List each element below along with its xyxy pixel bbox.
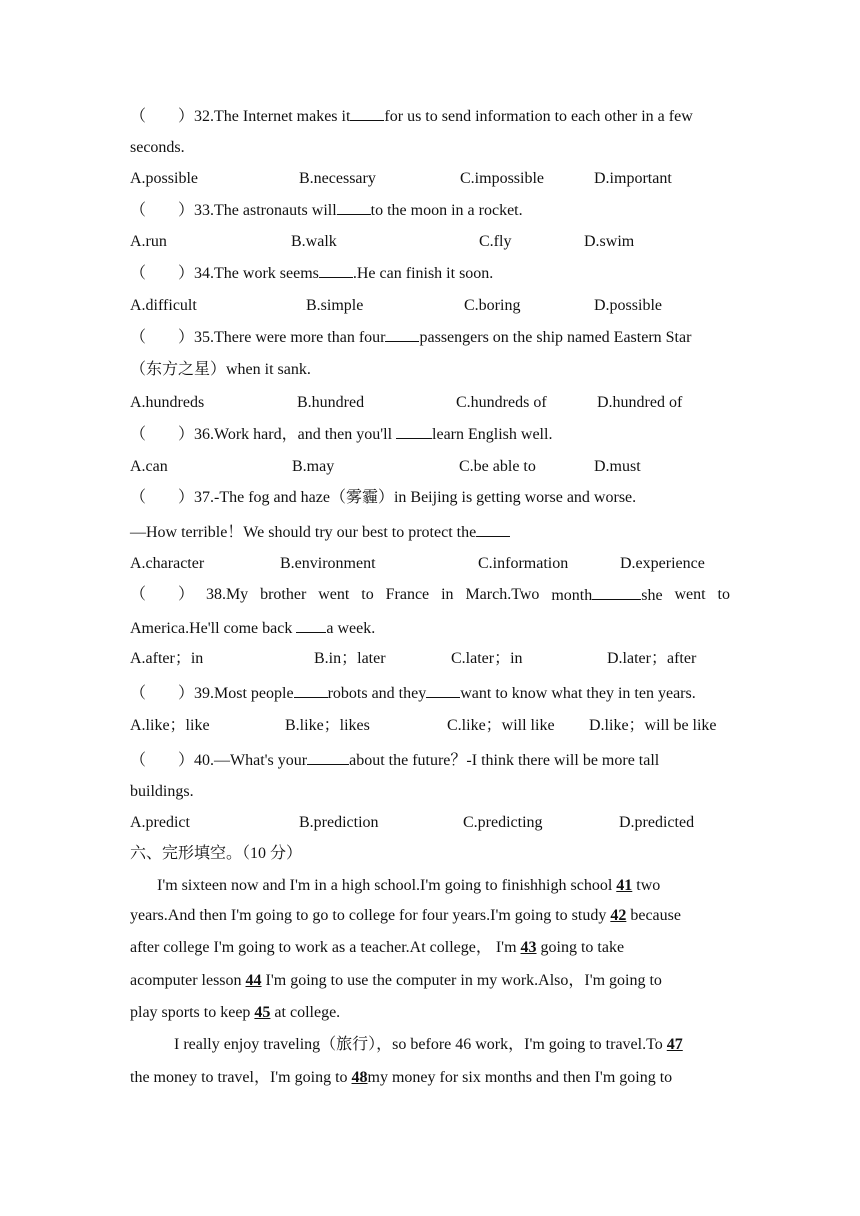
answer-paren: （ ） (130, 586, 195, 603)
answer-paren: （ ） (130, 752, 195, 769)
option-c: C.boring (464, 297, 521, 314)
blank-number-44: 44 (245, 972, 262, 989)
option-c: C.hundreds of (456, 394, 547, 411)
question-word: went (318, 586, 350, 603)
question-35 (130, 327, 730, 348)
section-heading: 六、完形填空。（10 分） (130, 845, 303, 862)
blank-number-48: 48 (351, 1069, 368, 1086)
question-text: —How terrible！We should try our best to protect the (130, 524, 477, 541)
option-b: B.environment (280, 555, 376, 572)
question-text: 36.Work hard，and then you'll (194, 426, 397, 443)
option-c: C.predicting (463, 814, 543, 831)
question-40-cont: buildings. (130, 783, 194, 800)
blank-number-45: 45 (254, 1004, 271, 1021)
option-a: A.possible (130, 170, 198, 187)
option-d: D.swim (584, 233, 635, 250)
question-38 (130, 585, 730, 606)
question-word: March.Two (465, 586, 540, 603)
question-text: 32.The Internet makes it (194, 108, 351, 125)
passage-text: going to take (536, 939, 625, 956)
passage-text: two (632, 877, 661, 894)
option-c: C.information (478, 555, 569, 572)
answer-paren: （ ） (130, 202, 195, 219)
question-35-cont: （东方之星）when it sank. (130, 361, 311, 378)
passage-line (130, 876, 730, 896)
answer-blank (319, 263, 353, 278)
option-d: D.like；will be like (589, 717, 717, 734)
question-text: to the moon in a rocket. (370, 202, 523, 219)
option-d: D.important (594, 170, 672, 187)
question-37 (130, 488, 730, 508)
option-a: A.can (130, 458, 168, 475)
question-text: America.He'll come back (130, 620, 297, 637)
answer-paren: （ ） (130, 108, 195, 125)
passage-text: I really enjoy traveling（旅行），so before 46 work，I'm going to travel.To (174, 1036, 667, 1053)
question-word: she (641, 587, 663, 604)
passage-line (130, 1035, 730, 1055)
passage-text: I'm sixteen now and I'm in a high school.I'm going to finishhigh school (157, 877, 617, 894)
option-a: A.difficult (130, 297, 197, 314)
option-c: C.like；will like (447, 717, 555, 734)
question-word: in (441, 586, 454, 603)
question-word: month (551, 587, 593, 604)
answer-blank (396, 424, 432, 439)
question-text: about the future？-I think there will be more tall (349, 752, 660, 769)
question-text: learn English well. (432, 426, 553, 443)
option-c: C.later；in (451, 650, 523, 667)
option-d: D.predicted (619, 814, 695, 831)
passage-text: years.And then I'm going to go to college for four years.I'm going to study (130, 907, 611, 924)
question-word: went (674, 586, 706, 603)
answer-blank (592, 585, 641, 600)
option-d: D.hundred of (597, 394, 683, 411)
passage-text: the money to travel，I'm going to (130, 1069, 352, 1086)
option-a: A.like；like (130, 717, 210, 734)
question-32-cont: seconds. (130, 139, 185, 156)
option-b: B.prediction (299, 814, 379, 831)
option-a: A.run (130, 233, 167, 250)
answer-blank (385, 327, 419, 342)
answer-blank (337, 200, 371, 215)
passage-line (130, 1003, 730, 1023)
passage-text: I'm going to use the computer in my work.Also，I'm going to (261, 972, 662, 989)
option-c: C.impossible (460, 170, 545, 187)
option-c: C.fly (479, 233, 512, 250)
option-a: A.predict (130, 814, 190, 831)
question-39 (130, 683, 730, 704)
option-b: B.walk (291, 233, 337, 250)
option-c: C.be able to (459, 458, 536, 475)
question-38-cont (130, 618, 730, 639)
option-d: D.must (594, 458, 641, 475)
question-text: for us to send information to each other in a few (384, 108, 693, 125)
option-d: D.possible (594, 297, 662, 314)
option-a: A.character (130, 555, 205, 572)
passage-text: acomputer lesson (130, 972, 246, 989)
passage-text: play sports to keep (130, 1004, 255, 1021)
question-text: want to know what they in ten years. (460, 685, 696, 702)
answer-blank (350, 106, 384, 121)
passage-line (130, 971, 730, 991)
question-word: brother (260, 586, 307, 603)
question-text: 35.There were more than four (194, 329, 386, 346)
question-word: to (361, 586, 374, 603)
question-word: 38.My (205, 586, 249, 603)
question-word: to (717, 586, 730, 603)
option-b: B.hundred (297, 394, 365, 411)
answer-blank (426, 683, 460, 698)
question-text: 39.Most people (194, 685, 294, 702)
option-b: B.may (292, 458, 335, 475)
option-a: A.hundreds (130, 394, 205, 411)
question-33 (130, 200, 730, 221)
passage-text: my money for six months and then I'm going to (367, 1069, 673, 1086)
passage-text: because (626, 907, 681, 924)
question-word: France (385, 586, 430, 603)
answer-blank (476, 522, 510, 537)
question-37-reply (130, 522, 730, 543)
question-text: 33.The astronauts will (194, 202, 337, 219)
blank-number-47: 47 (666, 1036, 683, 1053)
option-b: B.simple (306, 297, 364, 314)
option-d: D.experience (620, 555, 705, 572)
blank-number-43: 43 (520, 939, 537, 956)
question-text: 37.-The fog and haze（雾霾）in Beijing is getting worse and worse. (194, 489, 637, 506)
question-text: .He can finish it soon. (352, 265, 494, 282)
passage-line (130, 1068, 730, 1088)
answer-paren: （ ） (130, 329, 195, 346)
answer-blank (307, 750, 349, 765)
question-text: 34.The work seems (194, 265, 319, 282)
passage-text: after college I'm going to work as a teacher.At college， I'm (130, 939, 521, 956)
blank-number-41: 41 (616, 877, 633, 894)
question-36 (130, 424, 730, 445)
answer-paren: （ ） (130, 265, 195, 282)
option-b: B.like；likes (285, 717, 370, 734)
question-40 (130, 750, 730, 771)
blank-number-42: 42 (610, 907, 627, 924)
question-text: a week. (326, 620, 376, 637)
option-b: B.necessary (299, 170, 376, 187)
option-d: D.later；after (607, 650, 697, 667)
question-34 (130, 263, 730, 284)
answer-blank (294, 683, 328, 698)
passage-text: at college. (270, 1004, 341, 1021)
question-text: passengers on the ship named Eastern Star (419, 329, 692, 346)
answer-paren: （ ） (130, 426, 195, 443)
option-a: A.after；in (130, 650, 204, 667)
answer-paren: （ ） (130, 489, 195, 506)
passage-line (130, 938, 730, 958)
question-32 (130, 106, 730, 127)
passage-line (130, 906, 730, 926)
question-text: 40.—What's your (194, 752, 308, 769)
question-text: robots and they (327, 685, 427, 702)
answer-paren: （ ） (130, 685, 195, 702)
answer-blank (296, 618, 326, 633)
option-b: B.in；later (314, 650, 386, 667)
